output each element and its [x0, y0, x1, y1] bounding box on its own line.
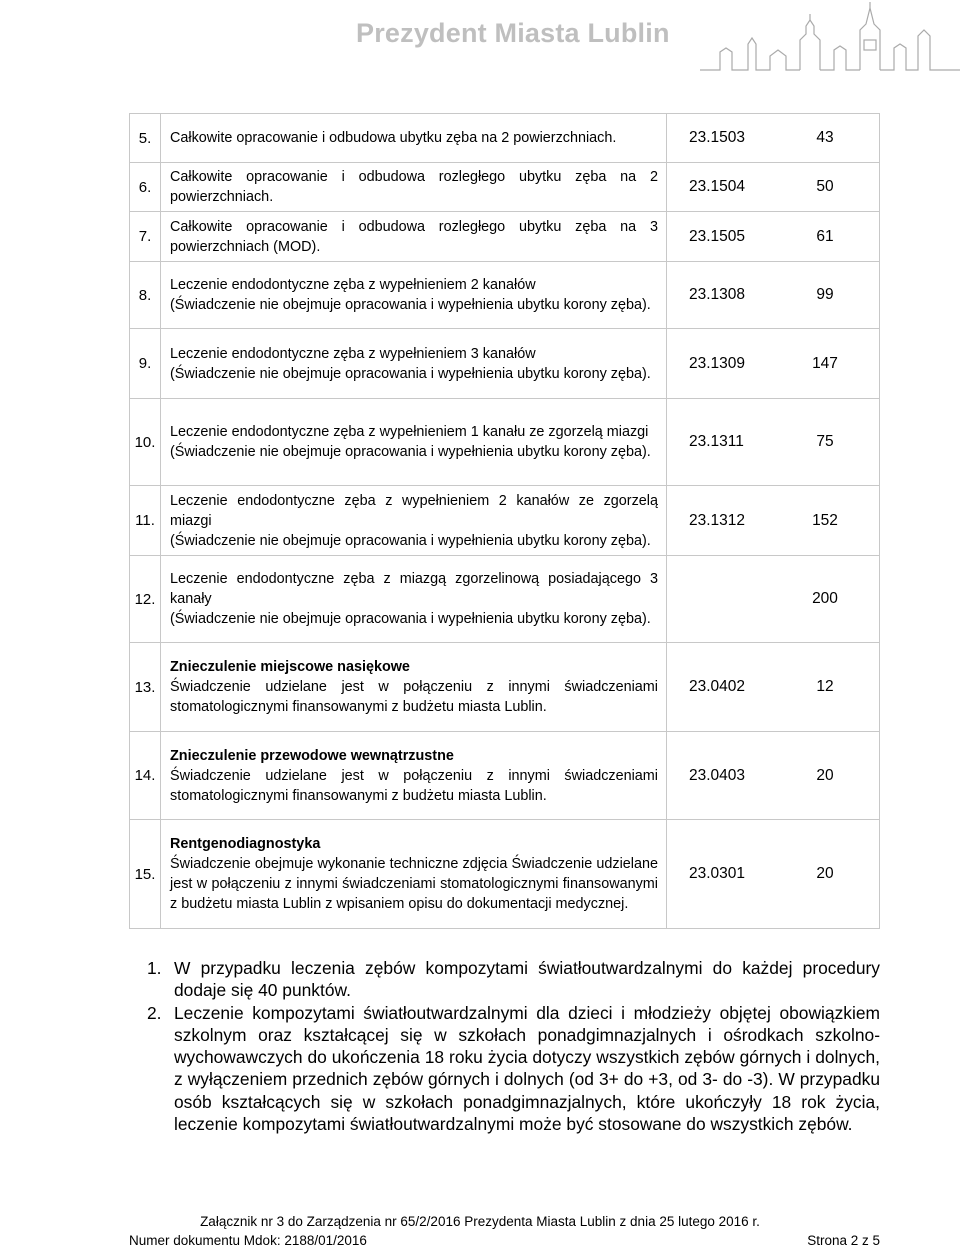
row-number: 14. [130, 732, 161, 820]
footer-attachment: Załącznik nr 3 do Zarządzenia nr 65/2/2016 Prezydenta Miasta Lublin z dnia 25 lutego 2016 r. [200, 1214, 760, 1229]
row-description [161, 163, 667, 212]
row-text: (Świadczenie nie obejmuje opracowania i wypełnienia ubytku korony zęba). [170, 532, 651, 549]
row-points: 20 [782, 732, 879, 820]
row-title: Leczenie endodontyczne zęba z miazgą zgorzelinową posiadającego 3 kanały [170, 571, 658, 607]
row-points: 147 [782, 329, 879, 399]
table-row [130, 820, 880, 929]
row-title: Całkowite opracowanie i odbudowa rozległego ubytku zęba na 3 powierzchniach (MOD). [170, 218, 658, 255]
row-description [161, 329, 667, 399]
table-row [130, 262, 880, 329]
row-number: 15. [130, 820, 161, 929]
row-code: 23.1504 [667, 163, 783, 212]
table-row [130, 399, 880, 486]
row-description [161, 212, 667, 262]
row-title: Całkowite opracowanie i odbudowa ubytku zęba na 2 powierzchniach. [170, 130, 617, 146]
row-number: 9. [130, 329, 161, 399]
row-code: 23.1505 [667, 212, 783, 262]
row-code: 23.1309 [667, 329, 783, 399]
note-item [147, 1002, 880, 1136]
table-row [130, 114, 880, 163]
row-title: Znieczulenie miejscowe nasiękowe [170, 659, 410, 675]
table-row [130, 486, 880, 556]
row-points: 43 [782, 114, 879, 163]
row-title: Leczenie endodontyczne zęba z wypełnieniem 3 kanałów [170, 345, 536, 362]
row-points: 99 [782, 262, 879, 329]
row-title: Leczenie endodontyczne zęba z wypełnieniem 2 kanałów [170, 277, 536, 293]
row-code: 23.1312 [667, 486, 783, 556]
row-number: 5. [130, 114, 161, 163]
note-text: Leczenie kompozytami światłoutwardzalnymi dla dzieci i młodzieży objętej obowiązkiem szkolnym oraz kształcącej się w szkołach ponadgimnazjalnych i ośrodkach szkolno-wychowawczych do ukończenia 18 roku życia dotyczy wszystkich zębów górnych i dolnych, z wyłączeniem przednich zębów górnych i dolnych (od 3+ do +3, od 3- do -3). W przypadku osób kształcących się w szkołach ponadgimnazjalnych, które ukończyły 18 rok życia, leczenie kompozytami światłoutwardzalnymi może być stosowane do wszystkich zębów. [174, 1002, 880, 1135]
row-number: 7. [130, 212, 161, 262]
row-text: (Świadczenie nie obejmuje opracowania i wypełnienia ubytku korony zęba). [170, 611, 651, 627]
row-text: Świadczenie udzielane jest w połączeniu z innymi świadczeniami stomatologicznymi finansowanymi z budżetu miasta Lublin. [170, 767, 658, 804]
row-points: 200 [782, 556, 879, 643]
services-table [129, 113, 880, 929]
row-text: Świadczenie udzielane jest w połączeniu z innymi świadczeniami stomatologicznymi finansowanymi z budżetu miasta Lublin. [170, 679, 658, 715]
row-border-cell [879, 114, 880, 163]
note-text: W przypadku leczenia zębów kompozytami światłoutwardzalnymi do każdej procedury dodaje się 40 punktów. [174, 958, 880, 1001]
row-title: Leczenie endodontyczne zęba z wypełnieniem 1 kanału ze zgorzelą miazgi [170, 424, 649, 440]
row-border-cell [879, 212, 880, 262]
row-description [161, 114, 667, 163]
table-row [130, 643, 880, 732]
row-points: 12 [782, 643, 879, 732]
row-description [161, 486, 667, 556]
row-code: 23.1308 [667, 262, 783, 329]
row-title: Leczenie endodontyczne zęba z wypełnieniem 2 kanałów ze zgorzelą miazgi [170, 492, 658, 529]
row-description [161, 643, 667, 732]
row-code: 23.0403 [667, 732, 783, 820]
row-text: (Świadczenie nie obejmuje opracowania i wypełnienia ubytku korony zęba). [170, 365, 651, 382]
row-title: Znieczulenie przewodowe wewnątrzustne [170, 747, 454, 764]
row-border-cell [879, 329, 880, 399]
row-description [161, 262, 667, 329]
row-text: (Świadczenie nie obejmuje opracowania i wypełnienia ubytku korony zęba). [170, 444, 651, 460]
row-border-cell [879, 556, 880, 643]
row-border-cell [879, 163, 880, 212]
row-points: 20 [782, 820, 879, 929]
row-description [161, 556, 667, 643]
row-code: 23.0301 [667, 820, 783, 929]
row-points: 75 [782, 399, 879, 486]
row-number: 8. [130, 262, 161, 329]
notes-list [147, 957, 880, 1135]
row-number: 10. [130, 399, 161, 486]
row-border-cell [879, 732, 880, 820]
row-description [161, 732, 667, 820]
table-row [130, 212, 880, 262]
row-points: 61 [782, 212, 879, 262]
page-header-title: Prezydent Miasta Lublin [356, 18, 670, 48]
row-border-cell [879, 262, 880, 329]
footer-page-number: Strona 2 z 5 [807, 1233, 880, 1248]
table-row [130, 163, 880, 212]
row-code: 23.1311 [667, 399, 783, 486]
note-number: 1. [147, 958, 162, 978]
note-number: 2. [147, 1002, 162, 1023]
row-title: Rentgenodiagnostyka [170, 836, 321, 852]
row-text: Świadczenie obejmuje wykonanie techniczne zdjęcia Świadczenie udzielane jest w połączeniu z innymi świadczeniami stomatologicznymi finansowanymi z budżetu miasta Lublin z wpisaniem opisu do dokumentacji medycznej. [170, 856, 658, 912]
table-row [130, 732, 880, 820]
note-item [147, 957, 880, 1002]
row-border-cell [879, 820, 880, 929]
row-title: Całkowite opracowanie i odbudowa rozległego ubytku zęba na 2 powierzchniach. [170, 169, 658, 205]
city-skyline-logo [700, 0, 960, 72]
table-row [130, 556, 880, 643]
row-description [161, 399, 667, 486]
row-number: 12. [130, 556, 161, 643]
row-code: 23.1503 [667, 114, 783, 163]
row-number: 11. [130, 486, 161, 556]
row-number: 13. [130, 643, 161, 732]
row-description [161, 820, 667, 929]
row-points: 50 [782, 163, 879, 212]
row-text: (Świadczenie nie obejmuje opracowania i wypełnienia ubytku korony zęba). [170, 297, 651, 313]
row-code [667, 556, 783, 643]
row-code: 23.0402 [667, 643, 783, 732]
row-border-cell [879, 486, 880, 556]
table-row [130, 329, 880, 399]
footer-doc-number: Numer dokumentu Mdok: 2188/01/2016 [129, 1233, 367, 1248]
row-border-cell [879, 399, 880, 486]
row-points: 152 [782, 486, 879, 556]
row-border-cell [879, 643, 880, 732]
row-number: 6. [130, 163, 161, 212]
